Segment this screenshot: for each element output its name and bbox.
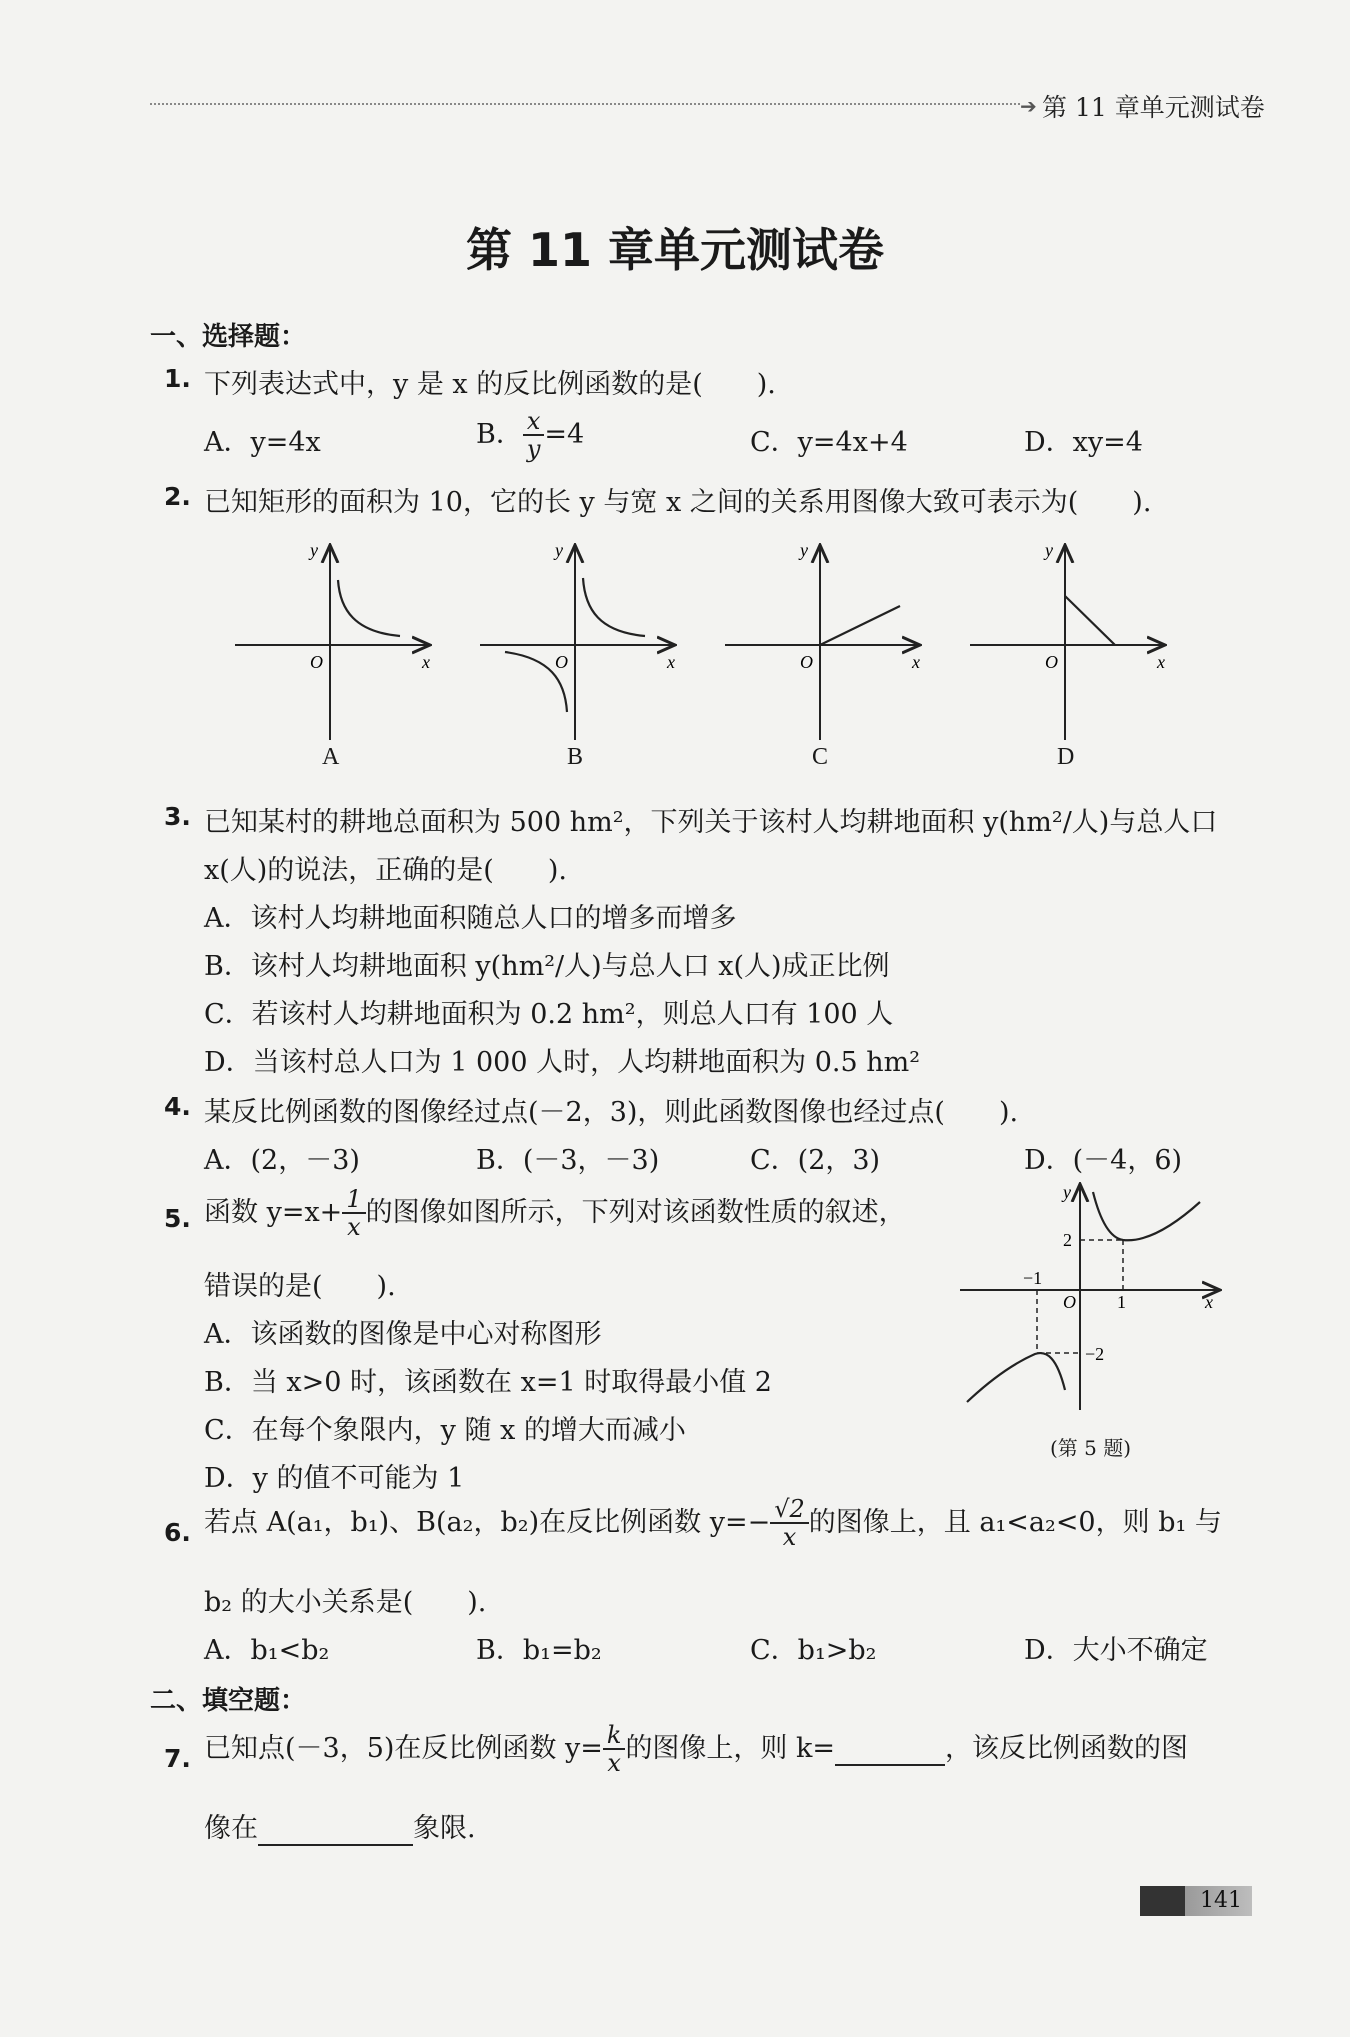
q5-number: 5.	[164, 1204, 191, 1233]
origin-label: O	[800, 652, 813, 672]
q2-graph-d	[970, 540, 1165, 740]
q2-graphs	[230, 540, 1180, 780]
x-axis-label: x	[667, 652, 675, 672]
fraction-denominator: x	[347, 1213, 361, 1242]
q7-line2-pre: 像在	[204, 1813, 258, 1844]
fraction-numerator: √2	[770, 1496, 809, 1524]
q4-number: 4.	[164, 1092, 191, 1121]
q3-option-c: C．若该村人均耕地面积为 0.2 hm²，则总人口有 100 人	[204, 999, 894, 1030]
q1-option-b-suffix: =4	[544, 418, 585, 450]
q4-stem: 某反比例函数的图像经过点(－2，3)，则此函数图像也经过点( ).	[204, 1097, 1019, 1128]
page-title: 第 11 章单元测试卷	[465, 223, 885, 277]
fraction-numerator: x	[523, 408, 545, 436]
q4-option-a: A．(2，－3)	[204, 1145, 360, 1176]
q1-option-d: D．xy=4	[1024, 427, 1143, 458]
q7-fraction	[603, 1722, 626, 1777]
header-arrow-icon: ➔	[1020, 94, 1037, 118]
q4-option-d: D．(－4，6)	[1024, 1145, 1183, 1176]
q5-tick-2: 2	[1063, 1230, 1072, 1250]
page-number-tab	[1140, 1886, 1252, 1916]
origin-label: O	[555, 652, 568, 672]
q6-stem-line2: b₂ 的大小关系是( ).	[204, 1587, 487, 1618]
q1-option-b	[476, 408, 584, 463]
q1-number: 1.	[164, 364, 191, 393]
q6-stem-post: 的图像上，且 a₁<a₂<0，则 b₁ 与	[808, 1506, 1222, 1538]
q6-option-c: C．b₁>b₂	[750, 1635, 877, 1666]
y-axis-label: y	[1045, 540, 1053, 560]
page-number: 141	[1200, 1888, 1242, 1913]
q2-graph-label-a: A	[322, 744, 340, 770]
q5-tick-neg2: −2	[1085, 1344, 1105, 1364]
q4-option-b: B．(－3，－3)	[476, 1145, 660, 1176]
q2-graph-label-c: C	[812, 744, 829, 770]
q6-fraction	[770, 1496, 809, 1551]
q7-blank-k[interactable]	[835, 1733, 945, 1766]
x-axis-label: x	[1157, 652, 1165, 672]
q5-figure	[955, 1180, 1235, 1420]
q6-stem-pre: 若点 A(a₁，b₁)、B(a₂，b₂)在反比例函数 y=−	[204, 1506, 771, 1538]
q1-option-b-fraction	[523, 408, 545, 463]
x-axis-label: x	[912, 652, 920, 672]
q4-option-c: C．(2，3)	[750, 1145, 881, 1176]
q2-graph-label-b: B	[567, 744, 584, 770]
q3-stem-line1: 已知某村的耕地总面积为 500 hm²，下列关于该村人均耕地面积 y(hm²/人)与总人口	[204, 807, 1218, 838]
q6-option-a: A．b₁<b₂	[204, 1635, 330, 1666]
q3-option-a: A．该村人均耕地面积随总人口的增多而增多	[204, 903, 737, 934]
q6-number: 6.	[164, 1518, 191, 1547]
q6-option-d: D．大小不确定	[1024, 1635, 1208, 1666]
q3-option-d: D．当该村总人口为 1 000 人时，人均耕地面积为 0.5 hm²	[204, 1047, 921, 1078]
section-heading-fill: 二、填空题：	[150, 1686, 307, 1716]
q5-fraction	[342, 1186, 365, 1241]
q7-stem-line2	[204, 1806, 476, 1846]
q5-stem-post: 的图像如图所示，下列对该函数性质的叙述，	[365, 1196, 906, 1228]
q1-option-c: C．y=4x+4	[750, 427, 908, 458]
q7-stem-pre: 已知点(－3，5)在反比例函数 y=	[204, 1732, 603, 1764]
fraction-numerator: 1	[342, 1186, 365, 1214]
q7-line2-post: 象限.	[413, 1813, 476, 1844]
q7-stem-mid: 的图像上，则 k=	[625, 1732, 836, 1764]
q5-stem-pre: 函数 y=x+	[204, 1196, 343, 1228]
q2-graph-a	[235, 540, 430, 740]
y-axis-label: y	[310, 540, 318, 560]
fraction-numerator: k	[603, 1722, 626, 1750]
q5-x-axis-label: x	[1205, 1292, 1213, 1312]
q1-option-a: A．y=4x	[204, 427, 321, 458]
q2-number: 2.	[164, 482, 191, 511]
q7-stem-post: ，该反比例函数的图	[945, 1732, 1189, 1764]
q6-stem	[204, 1496, 1222, 1551]
q1-option-b-prefix: B．	[476, 418, 523, 450]
q2-graph-c	[725, 540, 920, 740]
q3-number: 3.	[164, 802, 191, 831]
origin-label: O	[310, 652, 323, 672]
q7-stem	[204, 1722, 1188, 1777]
y-axis-label: y	[555, 540, 563, 560]
q6-option-b: B．b₁=b₂	[476, 1635, 602, 1666]
q5-tick-1: 1	[1117, 1292, 1126, 1312]
x-axis-label: x	[422, 652, 430, 672]
q5-option-d: D．y 的值不可能为 1	[204, 1463, 465, 1494]
q2-graph-b	[480, 540, 675, 740]
q5-figure-caption: (第 5 题)	[1050, 1436, 1132, 1460]
q5-tick-neg1: −1	[1023, 1268, 1043, 1288]
header-rule	[150, 103, 1020, 105]
q7-blank-quadrant[interactable]	[258, 1813, 413, 1846]
q5-y-axis-label: y	[1063, 1182, 1071, 1202]
q2-graph-label-d: D	[1057, 744, 1075, 770]
q2-stem: 已知矩形的面积为 10，它的长 y 与宽 x 之间的关系用图像大致可表示为( ).	[204, 487, 1152, 518]
q5-option-a: A．该函数的图像是中心对称图形	[204, 1319, 602, 1350]
section-heading-choice: 一、选择题：	[150, 322, 307, 352]
fraction-denominator: x	[607, 1749, 621, 1778]
q5-origin-label: O	[1063, 1292, 1076, 1312]
q5-option-c: C．在每个象限内，y 随 x 的增大而减小	[204, 1415, 686, 1446]
q3-stem-line2: x(人)的说法，正确的是( ).	[204, 855, 567, 886]
running-title: 第 11 章单元测试卷	[1042, 93, 1265, 122]
q3-option-b: B．该村人均耕地面积 y(hm²/人)与总人口 x(人)成正比例	[204, 951, 890, 982]
origin-label: O	[1045, 652, 1058, 672]
q5-stem-line2: 错误的是( ).	[204, 1271, 396, 1302]
fraction-denominator: x	[782, 1523, 797, 1552]
q1-stem: 下列表达式中，y 是 x 的反比例函数的是( ).	[204, 369, 776, 400]
q5-option-b: B．当 x>0 时，该函数在 x=1 时取得最小值 2	[204, 1367, 772, 1398]
fraction-denominator: y	[526, 435, 541, 464]
q5-stem	[204, 1186, 906, 1241]
q7-number: 7.	[164, 1744, 191, 1773]
y-axis-label: y	[800, 540, 808, 560]
